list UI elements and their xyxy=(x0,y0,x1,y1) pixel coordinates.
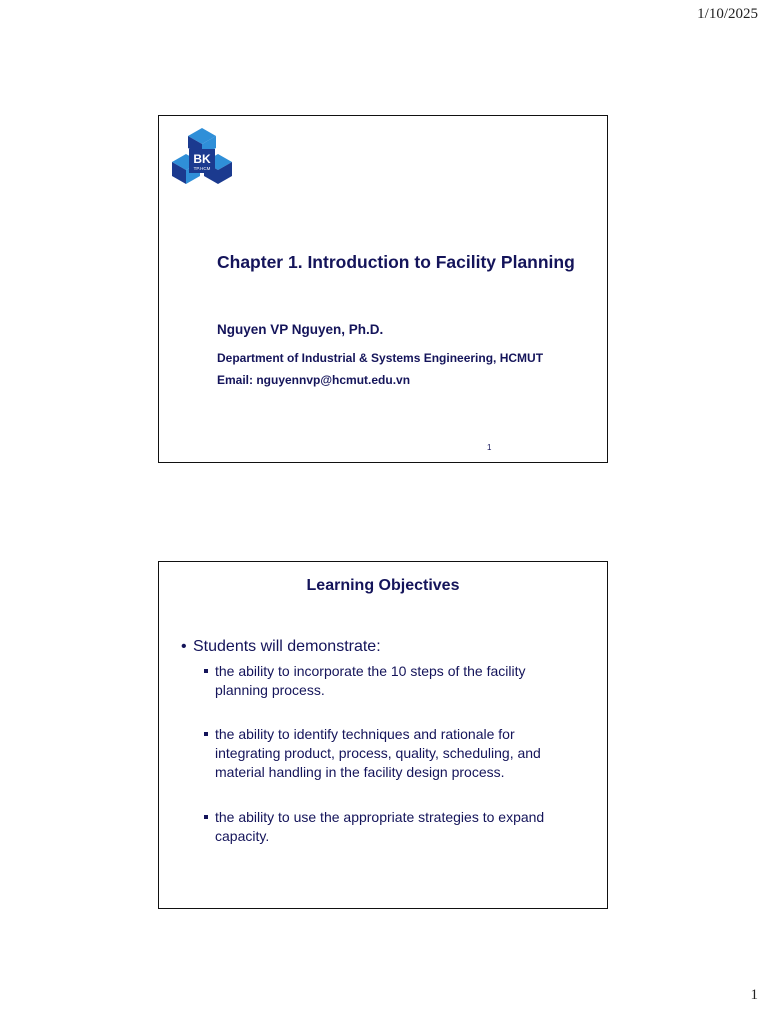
sub-bullet xyxy=(204,662,579,700)
slide-learning-objectives xyxy=(158,561,608,909)
objectives-heading: Learning Objectives xyxy=(306,577,460,594)
sub-bullet-text: the ability to use the appropriate strategies to expand capacity. xyxy=(215,809,545,844)
slide-title xyxy=(158,115,608,463)
author-name: Nguyen VP Nguyen, Ph.D. xyxy=(217,322,384,337)
email: Email: nguyennvp@hcmut.edu.vn xyxy=(217,373,411,387)
page-number: 1 xyxy=(750,987,758,1003)
bullet-dot-icon: • xyxy=(181,638,187,655)
sub-bullet-text: the ability to incorporate the 10 steps of the facility planning process. xyxy=(215,663,526,698)
main-bullet-text: Students will demonstrate: xyxy=(193,638,381,655)
square-bullet-icon xyxy=(204,669,208,673)
slide-number: 1 xyxy=(487,443,492,452)
sub-bullet xyxy=(204,808,579,846)
sub-bullet xyxy=(204,725,579,782)
sub-bullet-text: the ability to identify techniques and rationale for integrating product, process, quality, scheduling, and material handling in the facility design process. xyxy=(215,726,541,780)
logo-subtext: TP.HCM xyxy=(193,166,211,171)
main-bullet xyxy=(181,638,381,656)
bk-logo-icon xyxy=(171,126,233,190)
logo-text: BK xyxy=(193,152,211,166)
department: Department of Industrial & Systems Engineering, HCMUT xyxy=(217,351,544,365)
page-date: 1/10/2025 xyxy=(697,6,758,22)
square-bullet-icon xyxy=(204,815,208,819)
square-bullet-icon xyxy=(204,732,208,736)
slide-title-heading: Chapter 1. Introduction to Facility Planning xyxy=(217,252,575,272)
